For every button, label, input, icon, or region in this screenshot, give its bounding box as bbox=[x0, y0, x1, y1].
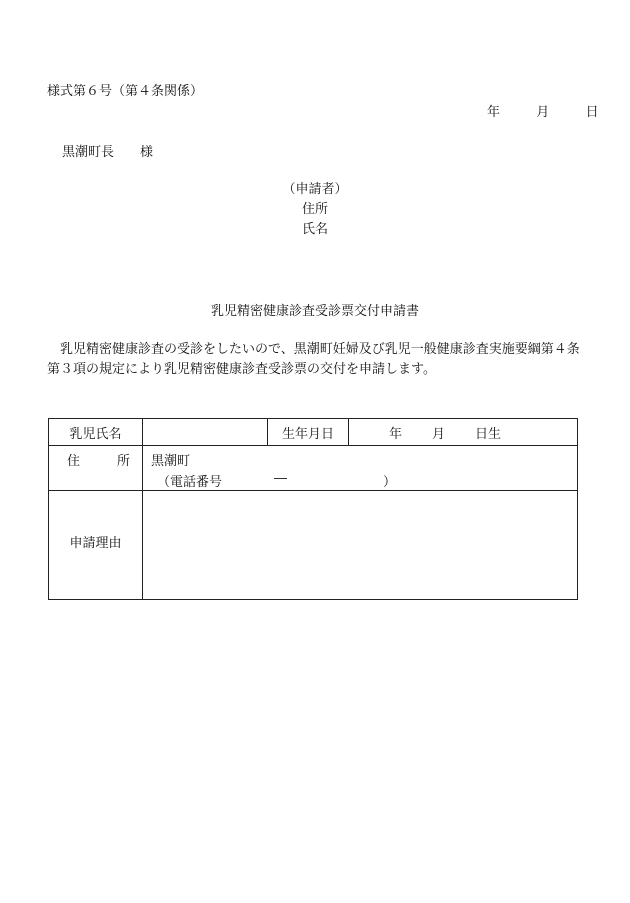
body-text bbox=[47, 340, 587, 380]
infant-name-field[interactable] bbox=[143, 419, 268, 446]
birth-year-label: 年 bbox=[389, 426, 403, 442]
date-year: 年 bbox=[487, 105, 501, 120]
birthdate-label: 生年月日 bbox=[268, 419, 349, 446]
address-label bbox=[49, 446, 143, 491]
document-title: 乳児精密健康診査受診票交付申請書 bbox=[210, 304, 419, 319]
address-label-1: 住 bbox=[67, 454, 81, 469]
applicant-address-label: 住所 bbox=[301, 202, 328, 217]
date-day: 日 bbox=[585, 105, 599, 120]
address-town: 黒潮町 bbox=[151, 454, 191, 469]
applicant-label: （申請者） bbox=[282, 182, 348, 197]
application-form-table bbox=[48, 418, 578, 600]
reason-field[interactable] bbox=[143, 491, 578, 600]
applicant-block bbox=[0, 180, 630, 240]
address-row bbox=[49, 446, 578, 491]
infant-name-label: 乳児氏名 bbox=[49, 419, 143, 446]
address-label-2: 所 bbox=[116, 454, 130, 469]
body-text-content: 乳児精密健康診査の受診をしたいので、黒潮町妊婦及び乳児一般健康診査実施要綱第４条第３項の規定により乳児精密健康診査受診票の交付を申請します。 bbox=[47, 342, 580, 377]
phone-close: ） bbox=[383, 475, 397, 490]
phone-line bbox=[143, 469, 577, 490]
date-month: 月 bbox=[536, 105, 550, 120]
phone-open: （電話番号 bbox=[157, 475, 223, 490]
birth-day-label: 日生 bbox=[475, 426, 502, 442]
recipient: 黒潮町長 様 bbox=[62, 145, 154, 160]
reason-label bbox=[49, 491, 143, 600]
reason-row bbox=[49, 491, 578, 600]
phone-dash: ― bbox=[274, 471, 288, 486]
address-field[interactable] bbox=[143, 446, 578, 491]
applicant-name-label: 氏名 bbox=[301, 222, 328, 237]
birthdate-field[interactable] bbox=[349, 419, 578, 446]
reason-label-text: 申請理由 bbox=[69, 536, 122, 551]
date-line bbox=[487, 101, 599, 120]
infant-name-row bbox=[49, 419, 578, 446]
birth-month-label: 月 bbox=[432, 426, 446, 442]
form-number: 様式第６号（第４条関係） bbox=[47, 84, 204, 99]
